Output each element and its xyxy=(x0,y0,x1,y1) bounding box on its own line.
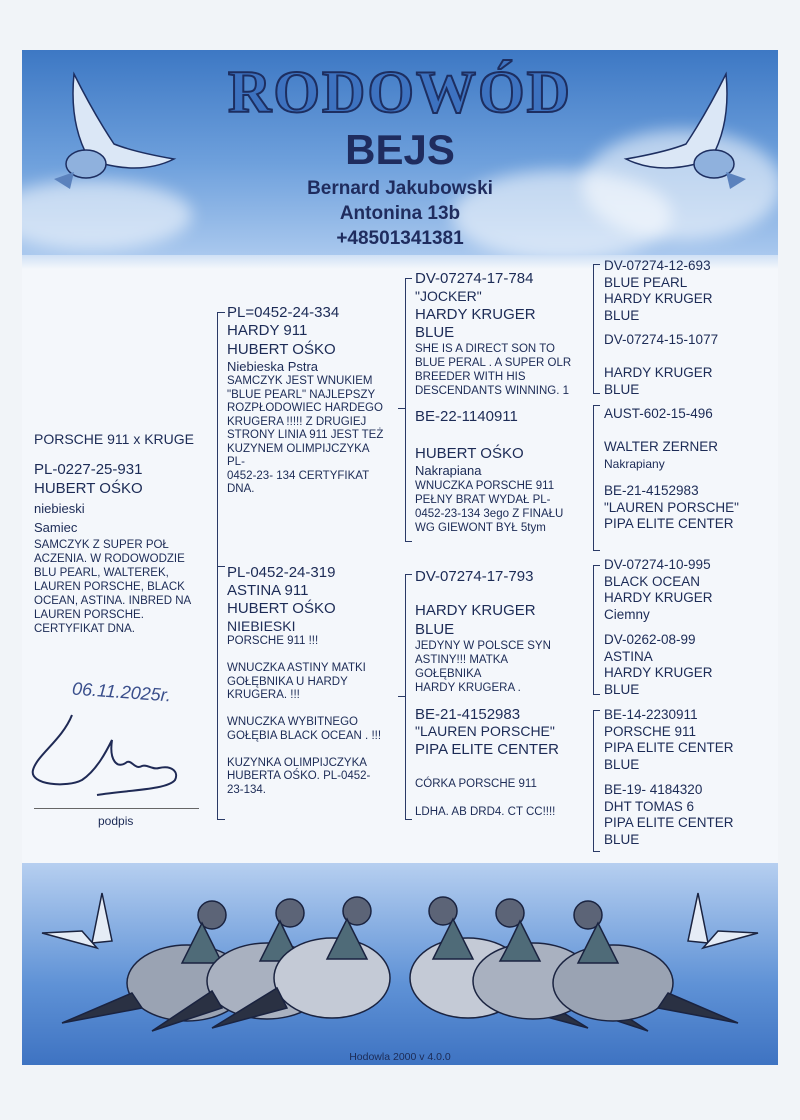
owner-address: Antonina 13b xyxy=(339,203,461,224)
bracket-gg-4 xyxy=(593,710,594,852)
software-version: Hodowla 2000 v 4.0.0 xyxy=(349,1051,451,1063)
mm-description: CÓRKA PORSCHE 911 LDHA. AB DRD4. CT CC!!!! xyxy=(415,778,556,818)
fm-description: WNUCZKA PORSCHE 911 PEŁNY BRAT WYDAŁ PL- 0452-23-134 3ego Z FINAŁU WG GIEWONT BYŁ 5tym xyxy=(415,480,564,534)
mm-breeder: PIPA ELITE CENTER xyxy=(415,741,559,758)
owner-phone: +48501341381 xyxy=(336,228,464,249)
fm-ring: BE-22-1140911 xyxy=(415,408,518,425)
ff-ring: DV-07274-17-784 xyxy=(415,270,534,287)
fm-breeder: HUBERT OŚKO xyxy=(415,445,524,462)
mother-description: PORSCHE 911 !!! WNUCZKA ASTINY MATKI GOŁĘBNIKA U HARDY KRUGERA. !!! WNUCZKA WYBITNEGO GOŁĘBIA BLACK OCEAN . !!! KUZYNKA OLIMPIJCZYKA HUBERTA OŚKO. PL-0452- 23-134. xyxy=(227,635,382,796)
signature-date: 06.11.2025r. xyxy=(71,678,172,706)
owner-name: Bernard Jakubowski xyxy=(307,178,493,199)
mother-name: ASTINA 911 xyxy=(227,582,309,599)
ff-name: "JOCKER" xyxy=(415,288,482,304)
ff-description: SHE IS A DIRECT SON TO BLUE PERAL . A SUPER OLR BREEDER WITH HIS DESCENDANTS WINNING. 1 xyxy=(415,343,572,397)
gg-entry-7: BE-14-2230911 PORSCHE 911 PIPA ELITE CENTER BLUE xyxy=(604,707,734,772)
bracket-father-parents xyxy=(405,278,406,542)
subject-breeder: HUBERT OŚKO xyxy=(34,480,143,497)
subject-color: niebieski xyxy=(34,501,85,516)
gg-entry-4: BE-21-4152983 "LAUREN PORSCHE" PIPA ELITE CENTER xyxy=(604,483,739,531)
mother-ring: PL-0452-24-319 xyxy=(227,564,336,581)
signature-line xyxy=(34,808,199,809)
ff-breeder: HARDY KRUGER xyxy=(415,306,536,323)
gg-entry-3: AUST-602-15-496 WALTER ZERNER Nakrapiany xyxy=(604,406,719,471)
father-name: HARDY 911 xyxy=(227,322,308,339)
bracket-mother-parents xyxy=(405,574,406,820)
gg-entry-1: DV-07274-12-693 BLUE PEARL HARDY KRUGER BLUE xyxy=(604,258,713,323)
father-description: SAMCZYK JEST WNUKIEM "BLUE PEARL" NAJLEPSZY ROZPŁODOWIEC HARDEGO KRUGERA !!!!! Z DRUGIEJ STRONY LINIA 911 JEST TEŻ KUZYNEM OLIMPIJCZYKA PL- 0452-23- 134 CERTYFIKAT DNA. xyxy=(227,375,384,495)
mother-breeder: HUBERT OŚKO xyxy=(227,600,336,617)
subject-ring: PL-0227-25-931 xyxy=(34,461,143,478)
pedigree-sheet xyxy=(22,50,778,1065)
mm-name: "LAUREN PORSCHE" xyxy=(415,723,555,739)
gg-entry-2: DV-07274-15-1077 HARDY KRUGER BLUE xyxy=(604,332,719,397)
fm-color: Nakrapiana xyxy=(415,463,482,478)
mf-description: JEDYNY W POLSCE SYN ASTINY!!! MATKA GOŁĘBNIKA HARDY KRUGERA . xyxy=(415,640,551,694)
signature-scribble xyxy=(27,710,187,805)
subject-description: SAMCZYK Z SUPER POŁ ACZENIA. W RODOWODZIE BLU PEARL, WALTEREK, LAUREN PORSCHE, BLACK OCEAN, ASTINA. INBRED NA LAUREN PORSCHE. CERTYFIKAT DNA. xyxy=(34,539,192,635)
ff-color: BLUE xyxy=(415,324,455,341)
subject-sex: Samiec xyxy=(34,520,78,535)
footer-banner xyxy=(22,863,778,1065)
mf-ring: DV-07274-17-793 xyxy=(415,568,534,585)
father-color: Niebieska Pstra xyxy=(227,359,319,374)
document-title: RODOWÓD xyxy=(228,59,572,125)
gg-entry-5: DV-07274-10-995 BLACK OCEAN HARDY KRUGER Ciemny xyxy=(604,557,713,622)
subject-pairing: PORSCHE 911 x KRUGE xyxy=(34,431,195,447)
signature-label: podpis xyxy=(98,814,134,828)
gg-entry-8: BE-19- 4184320 DHT TOMAS 6 PIPA ELITE CENTER BLUE xyxy=(604,782,734,847)
pigeon-name: BEJS xyxy=(345,126,455,173)
bracket-gg-3 xyxy=(593,565,594,695)
mother-color: NIEBIESKI xyxy=(227,618,296,634)
header-banner xyxy=(22,50,778,255)
father-ring: PL=0452-24-334 xyxy=(227,304,340,321)
bracket-gg-2 xyxy=(593,405,594,551)
gg-entry-6: DV-0262-08-99 ASTINA HARDY KRUGER BLUE xyxy=(604,632,713,697)
mf-color: BLUE xyxy=(415,621,455,638)
bracket-gg-1 xyxy=(593,264,594,394)
father-breeder: HUBERT OŚKO xyxy=(227,341,336,358)
pigeons-illustration xyxy=(22,863,778,1065)
mm-ring: BE-21-4152983 xyxy=(415,706,521,723)
mf-breeder: HARDY KRUGER xyxy=(415,602,536,619)
